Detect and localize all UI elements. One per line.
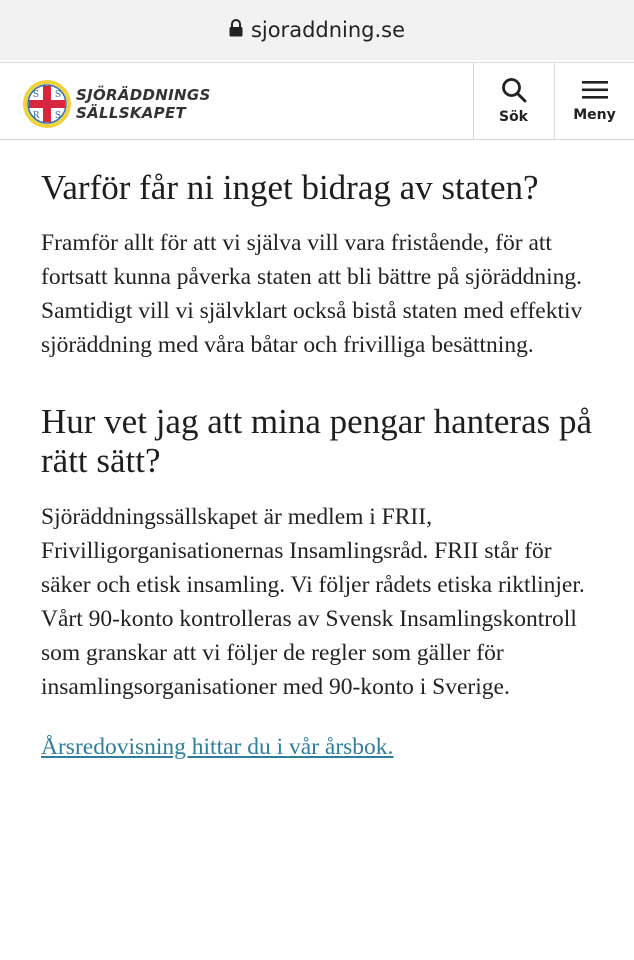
logo-line-1: SJÖRÄDDNINGS xyxy=(76,86,211,104)
lock-icon xyxy=(229,18,243,42)
logo-letter: R xyxy=(32,111,40,121)
faq-question-title: Varför får ni inget bidrag av staten? xyxy=(41,168,539,207)
faq-answer-text: Framför allt för att vi själva vill vara fristående, för att fortsatt kunna påverka staten att bli bättre på sjöräddning. Samtidigt vill vi självklart också bistå staten med effektiv sjöräddning med våra båtar och frivilliga besättning. xyxy=(41,230,583,358)
logo-letter: S xyxy=(54,90,62,100)
faq-answer-text: Sjöräddningssällskapet är medlem i FRII, Frivilligorganisationernas Insamlingsråd. FRII står för säker och etisk insamling. Vi följer rådets etiska riktlinjer. Vårt 90-konto kontrolleras av Svensk Insamlingskontroll som granskar att vi följer de regler som gäller för insamlingsorganisationer med 90-konto i Sverige. xyxy=(41,504,585,700)
menu-button[interactable] xyxy=(554,63,634,139)
annual-report-link[interactable]: Årsredovisning hittar du i vår årsbok. xyxy=(41,734,394,760)
faq-question-title: Hur vet jag att mina pengar hanteras på rätt sätt? xyxy=(41,402,593,480)
address-bar[interactable] xyxy=(0,0,634,60)
hamburger-menu-icon xyxy=(581,79,609,101)
search-button[interactable] xyxy=(473,63,553,139)
logo-wordmark xyxy=(76,86,211,122)
logo-line-2: SÄLLSKAPET xyxy=(76,104,187,122)
faq-content xyxy=(41,168,601,764)
search-icon xyxy=(501,77,527,103)
site-header xyxy=(0,62,634,140)
menu-label: Meny xyxy=(573,107,616,123)
ssrs-logo-icon xyxy=(22,79,72,129)
logo-letter: S xyxy=(54,111,62,121)
search-label: Sök xyxy=(498,109,528,125)
url-text: sjoraddning.se xyxy=(250,18,406,42)
site-logo[interactable] xyxy=(22,79,211,129)
logo-letter: S xyxy=(32,90,40,100)
